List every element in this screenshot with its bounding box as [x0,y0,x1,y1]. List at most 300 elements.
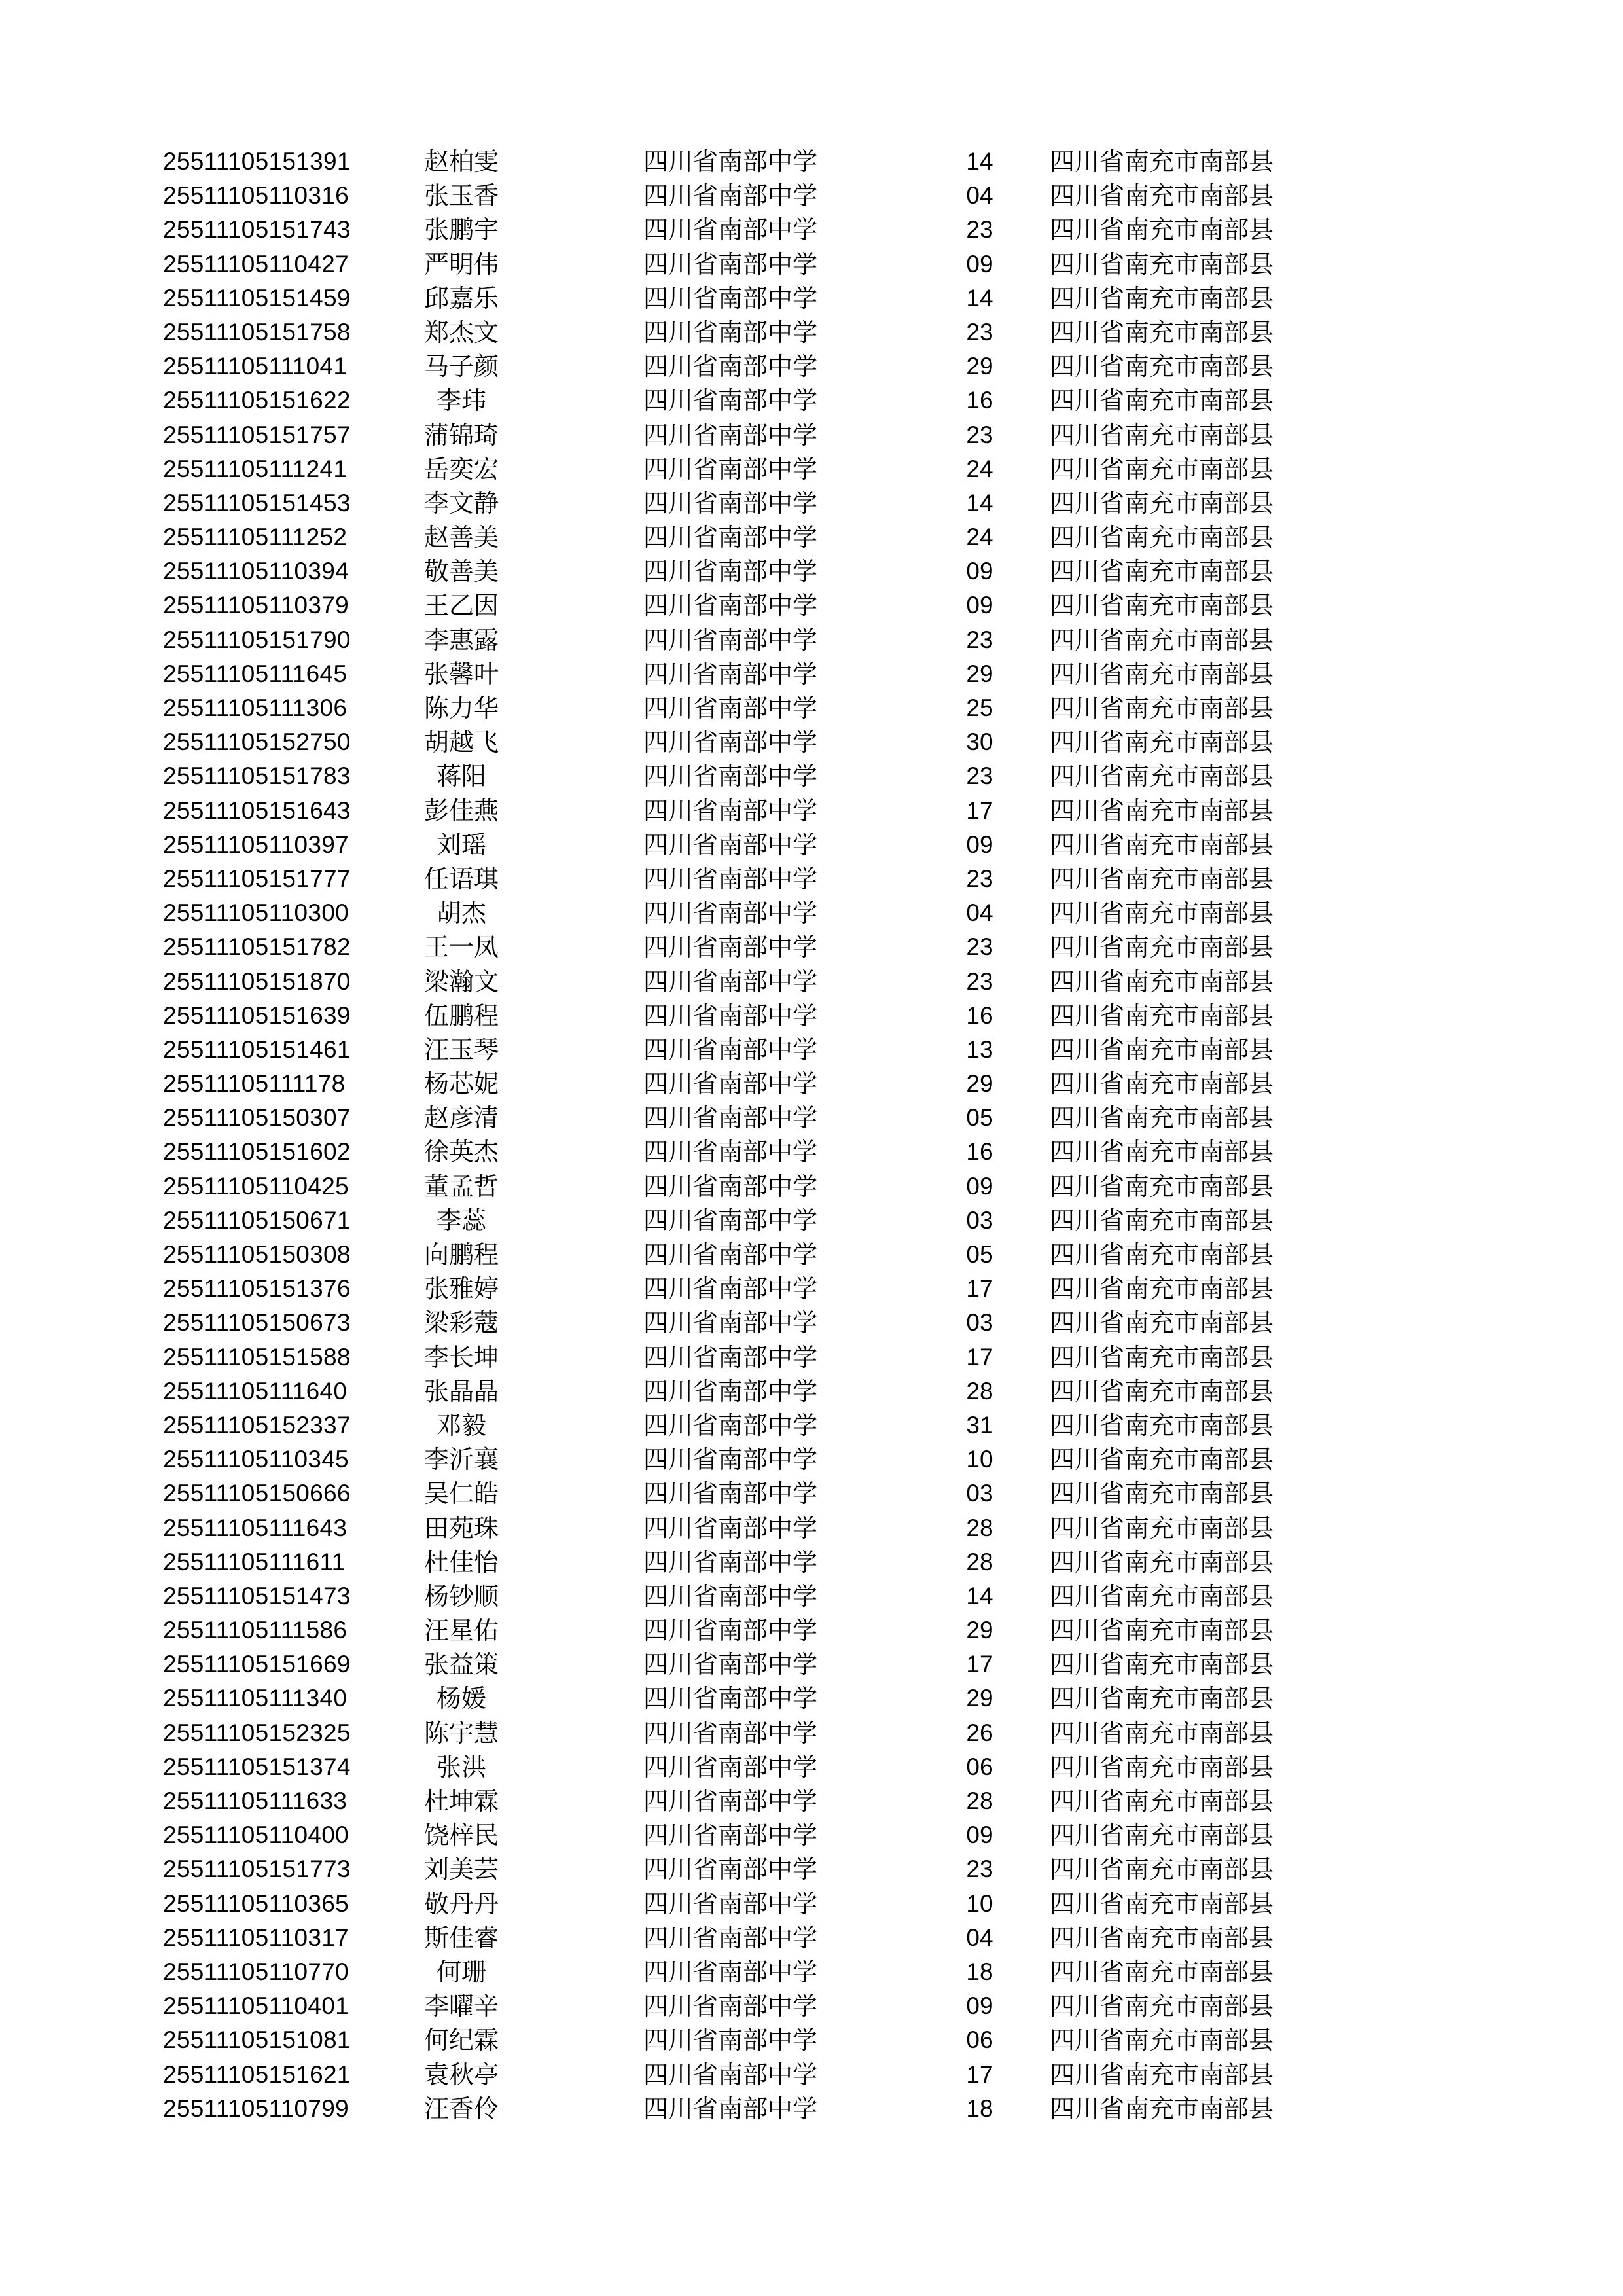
region-name: 四川省南充市南部县 [1050,1581,1274,1611]
student-name: 刘美芸 [423,1855,499,1884]
region-name: 四川省南充市南部县 [1050,1957,1274,1986]
student-name: 杨芯妮 [423,1069,499,1099]
class-number: 23 [966,216,993,243]
school-name: 四川省南部中学 [643,1206,818,1235]
record-id: 25511105110401 [163,1992,349,2020]
table-row [0,999,1623,1033]
school-name: 四川省南部中学 [643,1650,818,1679]
table-row [0,452,1623,486]
region-name: 四川省南充市南部县 [1050,523,1274,552]
school-name: 四川省南部中学 [643,1069,818,1099]
student-name: 汪星佑 [423,1616,499,1645]
student-name: 蒋阳 [436,762,486,791]
region-name: 四川省南充市南部县 [1050,249,1274,279]
school-name: 四川省南部中学 [643,1342,818,1372]
table-row [0,1579,1623,1613]
school-name: 四川省南部中学 [643,728,818,757]
region-name: 四川省南充市南部县 [1050,967,1274,996]
region-name: 四川省南充市南部县 [1050,591,1274,620]
region-name: 四川省南充市南部县 [1050,728,1274,757]
class-number: 04 [966,182,993,209]
table-row [0,1272,1623,1306]
class-number: 09 [966,1992,993,2020]
record-id: 25511105110379 [163,592,349,619]
school-name: 四川省南部中学 [643,1308,818,1338]
school-name: 四川省南部中学 [643,1752,818,1782]
record-id: 25511105151773 [163,1856,351,1883]
student-name: 张益策 [423,1650,499,1679]
school-name: 四川省南部中学 [643,933,818,962]
class-number: 09 [966,250,993,278]
record-id: 25511105110427 [163,250,349,278]
class-number: 18 [966,2094,993,2122]
table-row [0,2058,1623,2092]
record-id: 25511105151743 [163,216,351,243]
student-name: 赵彦清 [423,1103,499,1133]
record-id: 25511105151081 [163,2026,351,2054]
table-row [0,384,1623,418]
table-row [0,1238,1623,1272]
region-name: 四川省南充市南部县 [1050,1376,1274,1406]
table-row [0,623,1623,657]
student-name: 刘瑶 [436,830,486,859]
table-row [0,1545,1623,1579]
table-row [0,1443,1623,1477]
table-row [0,1135,1623,1169]
table-row [0,1101,1623,1135]
school-name: 四川省南部中学 [643,1035,818,1064]
class-number: 06 [966,1753,993,1780]
region-name: 四川省南充市南部县 [1050,1240,1274,1269]
school-name: 四川省南部中学 [643,1581,818,1611]
student-name: 彭佳燕 [423,796,499,825]
table-row [0,520,1623,554]
school-name: 四川省南部中学 [643,215,818,245]
record-id: 25511105152750 [163,728,351,756]
table-row [0,486,1623,520]
table-row [0,1647,1623,1681]
class-number: 28 [966,1377,993,1405]
class-number: 29 [966,660,993,687]
class-number: 05 [966,1241,993,1268]
class-number: 24 [966,524,993,551]
class-number: 09 [966,1821,993,1849]
region-name: 四川省南充市南部县 [1050,1035,1274,1064]
school-name: 四川省南部中学 [643,181,818,211]
class-number: 14 [966,489,993,516]
region-name: 四川省南充市南部县 [1050,420,1274,450]
region-name: 四川省南充市南部县 [1050,181,1274,211]
record-id: 25511105110799 [163,2094,349,2122]
region-name: 四川省南充市南部县 [1050,1410,1274,1440]
region-name: 四川省南充市南部县 [1050,1821,1274,1850]
class-number: 28 [966,1787,993,1814]
student-name: 梁瀚文 [423,967,499,996]
class-number: 04 [966,1924,993,1951]
record-id: 25511105151777 [163,865,351,892]
class-number: 28 [966,1548,993,1575]
class-number: 23 [966,626,993,653]
record-id: 25511105111340 [163,1685,348,1712]
region-name: 四川省南充市南部县 [1050,1992,1274,2021]
record-id: 25511105151453 [163,489,351,516]
region-name: 四川省南充市南部县 [1050,1069,1274,1099]
region-name: 四川省南充市南部县 [1050,1001,1274,1030]
class-number: 16 [966,1138,993,1166]
school-name: 四川省南部中学 [643,557,818,586]
school-name: 四川省南部中学 [643,1992,818,2021]
student-name: 汪香伶 [423,2094,499,2123]
table-row [0,1818,1623,1852]
table-row [0,896,1623,930]
class-number: 04 [966,899,993,927]
record-id: 25511105111643 [163,1514,348,1541]
record-id: 25511105110397 [163,831,349,858]
region-name: 四川省南充市南部县 [1050,864,1274,893]
table-row [0,1955,1623,1989]
class-number: 14 [966,148,993,175]
school-name: 四川省南部中学 [643,1138,818,1167]
region-name: 四川省南充市南部县 [1050,283,1274,313]
table-row [0,794,1623,828]
region-name: 四川省南充市南部县 [1050,762,1274,791]
region-name: 四川省南充市南部县 [1050,488,1274,518]
table-row [0,588,1623,622]
region-name: 四川省南充市南部县 [1050,1103,1274,1133]
record-id: 25511105151790 [163,626,351,653]
region-name: 四川省南充市南部县 [1050,1308,1274,1338]
student-name: 邱嘉乐 [423,283,499,313]
table-row [0,1511,1623,1545]
school-name: 四川省南部中学 [643,1376,818,1406]
table-row [0,2092,1623,2126]
class-number: 13 [966,1035,993,1063]
student-name: 马子颜 [423,352,499,382]
region-name: 四川省南充市南部县 [1050,2094,1274,2123]
school-name: 四川省南部中学 [643,1172,818,1201]
region-name: 四川省南充市南部县 [1050,2026,1274,2055]
region-name: 四川省南充市南部县 [1050,1855,1274,1884]
record-id: 25511105111633 [163,1787,348,1814]
student-name: 胡越飞 [423,728,499,757]
record-id: 25511105150666 [163,1480,351,1507]
class-number: 23 [966,865,993,892]
table-row [0,350,1623,384]
region-name: 四川省南充市南部县 [1050,1684,1274,1713]
school-name: 四川省南部中学 [643,1957,818,1986]
record-id: 25511105110317 [163,1924,349,1951]
record-id: 25511105151643 [163,797,351,824]
school-name: 四川省南部中学 [643,1787,818,1816]
school-name: 四川省南部中学 [643,249,818,279]
school-name: 四川省南部中学 [643,1923,818,1952]
table-row [0,1716,1623,1750]
student-name: 杜坤霖 [423,1787,499,1816]
student-name: 敬善美 [423,557,499,586]
student-name: 徐英杰 [423,1138,499,1167]
student-name: 吴仁皓 [423,1479,499,1509]
student-name: 汪玉琴 [423,1035,499,1064]
table-row [0,418,1623,452]
region-name: 四川省南充市南部县 [1050,1923,1274,1952]
table-row [0,1067,1623,1101]
table-row [0,1408,1623,1443]
class-number: 14 [966,1582,993,1609]
school-name: 四川省南部中学 [643,1684,818,1713]
student-name: 胡杰 [436,899,486,928]
student-name: 袁秋亭 [423,2060,499,2089]
school-name: 四川省南部中学 [643,762,818,791]
record-id: 25511105111178 [163,1070,346,1098]
class-number: 17 [966,1275,993,1302]
region-name: 四川省南充市南部县 [1050,1787,1274,1816]
region-name: 四川省南充市南部县 [1050,1752,1274,1782]
record-id: 25511105151757 [163,421,351,448]
student-name: 陈力华 [423,694,499,723]
school-name: 四川省南部中学 [643,1821,818,1850]
region-name: 四川省南充市南部县 [1050,557,1274,586]
record-id: 25511105150671 [163,1206,351,1234]
class-number: 24 [966,455,993,482]
class-number: 23 [966,762,993,790]
student-name: 斯佳睿 [423,1923,499,1952]
region-name: 四川省南充市南部县 [1050,1274,1274,1304]
record-id: 25511105110770 [163,1958,349,1985]
record-id: 25511105151602 [163,1138,351,1166]
student-name: 严明伟 [423,249,499,279]
table-row [0,1852,1623,1886]
region-name: 四川省南充市南部县 [1050,317,1274,347]
record-id: 25511105111252 [163,524,348,551]
school-name: 四川省南部中学 [643,1479,818,1509]
class-number: 17 [966,1343,993,1371]
student-name: 张玉香 [423,181,499,211]
class-number: 29 [966,1685,993,1712]
records-table [0,145,1623,2126]
school-name: 四川省南部中学 [643,1274,818,1304]
table-row [0,1477,1623,1511]
school-name: 四川省南部中学 [643,2060,818,2089]
record-id: 25511105151459 [163,284,351,312]
record-id: 25511105151782 [163,933,351,961]
record-id: 25511105152325 [163,1719,351,1746]
record-id: 25511105111640 [163,1377,348,1405]
table-row [0,1784,1623,1818]
table-row [0,1204,1623,1238]
table-row [0,691,1623,725]
student-name: 伍鹏程 [423,1001,499,1030]
record-id: 25511105151374 [163,1753,351,1780]
student-name: 岳奕宏 [423,454,499,484]
class-number: 28 [966,1514,993,1541]
class-number: 31 [966,1411,993,1439]
class-number: 17 [966,797,993,824]
table-row [0,247,1623,281]
school-name: 四川省南部中学 [643,694,818,723]
class-number: 29 [966,1617,993,1644]
student-name: 李惠露 [423,625,499,655]
school-name: 四川省南部中学 [643,659,818,689]
class-number: 09 [966,1172,993,1200]
table-row [0,1887,1623,1921]
student-name: 李蕊 [436,1206,486,1235]
region-name: 四川省南充市南部县 [1050,147,1274,176]
record-id: 25511105111306 [163,694,348,721]
record-id: 25511105151473 [163,1582,351,1609]
class-number: 09 [966,558,993,585]
student-name: 张晶晶 [423,1376,499,1406]
class-number: 30 [966,728,993,756]
class-number: 26 [966,1719,993,1746]
record-id: 25511105111241 [163,455,348,482]
class-number: 23 [966,318,993,346]
table-row [0,1989,1623,2023]
student-name: 何珊 [436,1957,486,1986]
school-name: 四川省南部中学 [643,2094,818,2123]
region-name: 四川省南充市南部县 [1050,215,1274,245]
student-name: 敬丹丹 [423,1889,499,1918]
record-id: 25511105151870 [163,967,351,995]
table-row [0,1681,1623,1715]
record-id: 25511105151621 [163,2060,351,2088]
school-name: 四川省南部中学 [643,1513,818,1543]
record-id: 25511105151639 [163,1001,351,1029]
class-number: 16 [966,387,993,414]
school-name: 四川省南部中学 [643,317,818,347]
record-id: 25511105151622 [163,387,351,414]
student-name: 张雅婷 [423,1274,499,1304]
school-name: 四川省南部中学 [643,147,818,176]
student-name: 李玮 [436,386,486,416]
student-name: 李沂襄 [423,1445,499,1475]
table-row [0,1613,1623,1647]
region-name: 四川省南充市南部县 [1050,1342,1274,1372]
class-number: 17 [966,1651,993,1678]
class-number: 03 [966,1480,993,1507]
table-row [0,213,1623,247]
student-name: 田苑珠 [423,1513,499,1543]
region-name: 四川省南充市南部县 [1050,1445,1274,1475]
student-name: 赵善美 [423,523,499,552]
table-row [0,862,1623,896]
table-row [0,145,1623,179]
school-name: 四川省南部中学 [643,2026,818,2055]
student-name: 李文静 [423,488,499,518]
class-number: 23 [966,933,993,961]
school-name: 四川省南部中学 [643,1240,818,1269]
class-number: 14 [966,284,993,312]
class-number: 03 [966,1206,993,1234]
student-name: 赵柏雯 [423,147,499,176]
school-name: 四川省南部中学 [643,454,818,484]
class-number: 23 [966,421,993,448]
school-name: 四川省南部中学 [643,1103,818,1133]
class-number: 03 [966,1309,993,1336]
record-id: 25511105151461 [163,1035,351,1063]
record-id: 25511105151376 [163,1275,351,1302]
class-number: 10 [966,1890,993,1917]
student-name: 李长坤 [423,1342,499,1372]
region-name: 四川省南充市南部县 [1050,1547,1274,1577]
student-name: 任语琪 [423,864,499,893]
table-row [0,554,1623,588]
class-number: 18 [966,1958,993,1985]
class-number: 09 [966,592,993,619]
table-row [0,1306,1623,1340]
record-id: 25511105110425 [163,1172,349,1200]
record-id: 25511105110400 [163,1821,349,1849]
student-name: 董孟哲 [423,1172,499,1201]
record-id: 25511105110300 [163,899,349,927]
table-row [0,1921,1623,1955]
student-name: 向鹏程 [423,1240,499,1269]
record-id: 25511105110365 [163,1890,349,1917]
record-id: 25511105150308 [163,1241,351,1268]
record-id: 25511105151669 [163,1651,351,1678]
table-row [0,1340,1623,1374]
student-name: 梁彩蔻 [423,1308,499,1338]
region-name: 四川省南充市南部县 [1050,1138,1274,1167]
school-name: 四川省南部中学 [643,1001,818,1030]
student-name: 杜佳怡 [423,1547,499,1577]
record-id: 25511105110316 [163,182,349,209]
student-name: 张鹏宇 [423,215,499,245]
class-number: 09 [966,831,993,858]
school-name: 四川省南部中学 [643,967,818,996]
student-name: 王乙因 [423,591,499,620]
table-row [0,1033,1623,1067]
school-name: 四川省南部中学 [643,1718,818,1748]
region-name: 四川省南充市南部县 [1050,1718,1274,1748]
region-name: 四川省南充市南部县 [1050,830,1274,859]
region-name: 四川省南充市南部县 [1050,1650,1274,1679]
record-id: 25511105111645 [163,660,348,687]
table-row [0,179,1623,213]
table-row [0,315,1623,350]
region-name: 四川省南充市南部县 [1050,796,1274,825]
table-row [0,828,1623,862]
class-number: 05 [966,1104,993,1132]
region-name: 四川省南充市南部县 [1050,1889,1274,1918]
student-name: 杨钞顺 [423,1581,499,1611]
class-number: 17 [966,2060,993,2088]
class-number: 29 [966,353,993,380]
record-id: 25511105151588 [163,1343,351,1371]
region-name: 四川省南充市南部县 [1050,899,1274,928]
record-id: 25511105150673 [163,1309,351,1336]
school-name: 四川省南部中学 [643,1410,818,1440]
school-name: 四川省南部中学 [643,488,818,518]
table-row [0,2023,1623,2057]
student-name: 何纪霖 [423,2026,499,2055]
class-number: 29 [966,1070,993,1098]
school-name: 四川省南部中学 [643,523,818,552]
student-name: 张馨叶 [423,659,499,689]
student-name: 蒲锦琦 [423,420,499,450]
school-name: 四川省南部中学 [643,899,818,928]
region-name: 四川省南充市南部县 [1050,694,1274,723]
school-name: 四川省南部中学 [643,591,818,620]
school-name: 四川省南部中学 [643,1616,818,1645]
record-id: 25511105111041 [163,353,348,380]
school-name: 四川省南部中学 [643,796,818,825]
student-name: 杨媛 [436,1684,486,1713]
school-name: 四川省南部中学 [643,420,818,450]
table-row [0,1374,1623,1408]
table-row [0,930,1623,964]
region-name: 四川省南充市南部县 [1050,1479,1274,1509]
region-name: 四川省南充市南部县 [1050,1206,1274,1235]
